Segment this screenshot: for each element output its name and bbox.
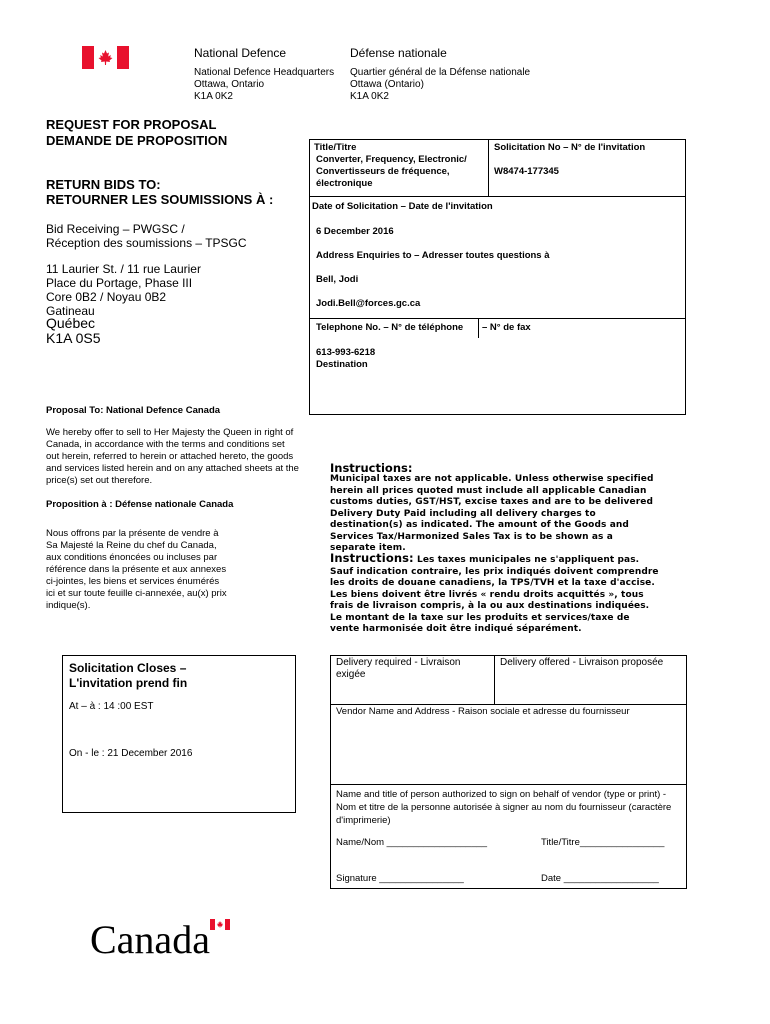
instructions-en-title: Instructions: — [330, 461, 413, 475]
offer-text-fr: Nous offrons par la présente de vendre à Sa Majesté la Reine du chef du Canada, aux conditions énoncées ou incluses par référence dans la présente et aux annexes ci-jointes, les biens et services énumérés ici et sur toute feuille ci-annexée, au(x) prix indique(s). — [46, 528, 227, 611]
solicitation-date-label: Date of Solicitation – Date de l'invitation — [312, 201, 493, 212]
closing-title: Solicitation Closes – L'invitation prend fin — [69, 661, 188, 690]
proposal-to: Proposal To: National Defence Canada — [46, 405, 221, 416]
phone-divider — [309, 318, 686, 319]
solicitation-number-label: Solicitation No – N° de l'invitation — [494, 142, 646, 153]
vendor-box — [330, 655, 687, 889]
title-field[interactable]: Title/Titre________________ — [541, 837, 665, 848]
authorized-divider — [330, 784, 687, 785]
closing-time: At – à : 14 :00 EST — [69, 701, 154, 712]
fax-label: – N° de fax — [482, 322, 531, 333]
enquiries-label: Address Enquiries to – Adresser toutes questions à — [316, 250, 550, 261]
title-value: Converter, Frequency, Electronic/ Convertisseurs de fréquence, électronique — [316, 154, 467, 189]
signature-field[interactable]: Signature ________________ — [336, 873, 464, 884]
name-field[interactable]: Name/Nom ___________________ — [336, 837, 488, 848]
telephone-value: 613-993-6218 — [316, 347, 376, 358]
document-title: REQUEST FOR PROPOSAL DEMANDE DE PROPOSITION — [46, 117, 228, 148]
date-field[interactable]: Date __________________ — [541, 873, 659, 884]
title-number-divider — [488, 139, 489, 196]
bid-receiving: Bid Receiving – PWGSC / Réception des soumissions – TPSGC — [46, 222, 247, 250]
phone-fax-divider — [478, 318, 479, 338]
hq-address-fr: Quartier général de la Défense nationale Ottawa (Ontario) K1A 0K2 — [350, 67, 531, 102]
instructions-fr-block — [330, 553, 660, 636]
destination-label: Destination — [316, 359, 368, 370]
delivery-offered[interactable]: Delivery offered - Livraison proposée — [500, 657, 664, 668]
delivery-required[interactable]: Delivery required - Livraison exigée — [336, 657, 461, 680]
offer-text-en: We hereby offer to sell to Her Majesty the Queen in right of Canada, in accordance with the terms and conditions set out herein, referred to herein or attached hereto, the goods and services listed herein and on any attached sheets at the price(s) set out therefore. — [46, 427, 299, 486]
proposition-to: Proposition à : Défense nationale Canada — [46, 499, 234, 510]
canada-flag-icon — [82, 46, 129, 69]
telephone-label: Telephone No. – N° de téléphone — [316, 322, 464, 333]
instructions-fr-body: Les taxes municipales ne s'appliquent pas. Sauf indication contraire, les prix indiqués doivent comprendre les droits de douane canadiens, la TPS/TVH et la taxe d'accise. Les biens doivent être livrés « rendu droits acquittés », tous frais de livraison compris, à la ou aux destinations indiquées. Le montant de la taxe sur les produits et services/taxe de vente harmonisée doit être indiqué séparément. — [330, 555, 659, 634]
contact-email: Jodi.Bell@forces.gc.ca — [316, 298, 421, 309]
contact-name: Bell, Jodi — [316, 274, 359, 285]
closing-date: On - le : 21 December 2016 — [69, 748, 193, 759]
authorized-person-label: Name and title of person authorized to sign on behalf of vendor (type or print) - Nom et titre de la personne autorisée à signer au nom du fournisseur (caractère d'imprimerie) — [336, 789, 672, 826]
department-name-fr: Défense nationale — [350, 46, 447, 60]
wordmark-flag-icon — [210, 917, 230, 928]
instructions-en-body: Municipal taxes are not applicable. Unless otherwise specified herein all prices quoted must include all applicable Canadian customs duties, GST/HST, excise taxes and are to be delivered Delivery Duty Paid including all delivery charges to destination(s) as indicated. The amount of the Goods and Services Tax/Harmonized Sales Tax is to be shown as a separate item. — [330, 474, 654, 553]
instructions-fr-title: Instructions: — [330, 551, 414, 565]
date-divider — [309, 196, 686, 197]
solicitation-number-value: W8474-177345 — [494, 166, 559, 177]
return-province: Québec K1A 0S5 — [46, 315, 101, 346]
delivery-column-divider — [494, 655, 495, 704]
vendor-name-address[interactable]: Vendor Name and Address - Raison sociale et adresse du fournisseur — [336, 706, 630, 717]
delivery-divider — [330, 704, 687, 705]
solicitation-date-value: 6 December 2016 — [316, 226, 394, 237]
hq-address-en: National Defence Headquarters Ottawa, Ontario K1A 0K2 — [194, 67, 335, 102]
department-name-en: National Defence — [194, 46, 287, 60]
title-label: Title/Titre — [314, 142, 357, 153]
return-address: 11 Laurier St. / 11 rue Laurier Place du Portage, Phase III Core 0B2 / Noyau 0B2 Gatineau — [46, 262, 201, 318]
return-bids-heading: RETURN BIDS TO: RETOURNER LES SOUMISSIONS À : — [46, 177, 274, 207]
canada-wordmark: Canada — [90, 917, 210, 962]
